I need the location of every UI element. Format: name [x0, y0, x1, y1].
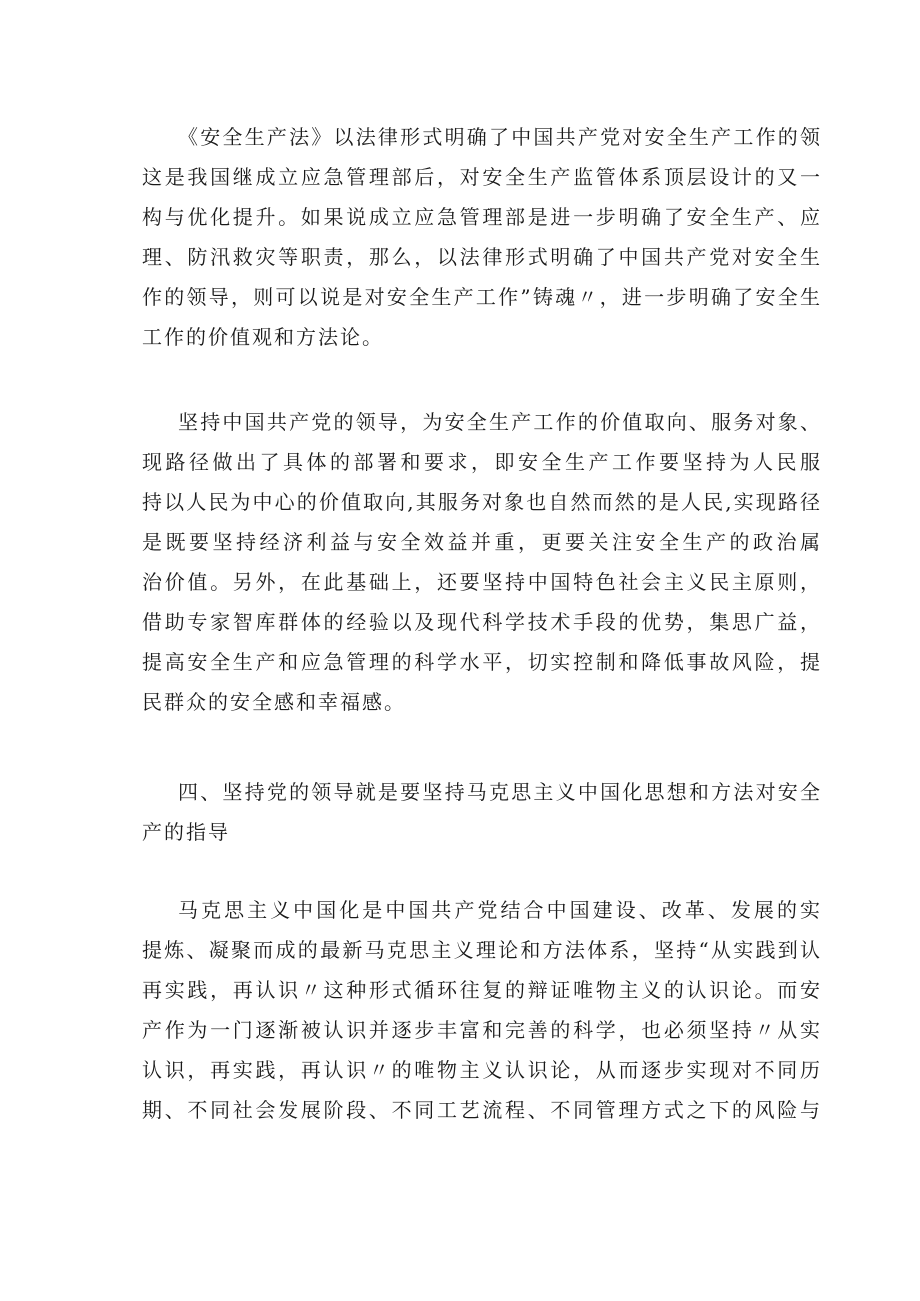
- text-line: 再实践，再认识〃这种形式循环往复的辩证唯物主义的认识论。而安: [142, 978, 822, 1002]
- paragraph-1: [142, 117, 822, 357]
- paragraph-2: [142, 402, 822, 722]
- paragraph-4: [142, 890, 822, 1130]
- section-heading-line: 四、坚持党的领导就是要坚持马克思主义中国化思想和方法对安全: [178, 780, 822, 804]
- text-line: 现路径做出了具体的部署和要求，即安全生产工作要坚持为人民服: [142, 450, 822, 474]
- text-line: 期、不同社会发展阶段、不同工艺流程、不同管理方式之下的风险与: [142, 1098, 822, 1122]
- section-heading-line: 产的指导: [142, 820, 230, 844]
- text-line: 产作为一门逐渐被认识并逐步丰富和完善的科学，也必须坚持〃从实: [142, 1018, 822, 1042]
- text-line: 持以人民为中心的价值取向,其服务对象也自然而然的是人民,实现路径: [142, 490, 822, 514]
- text-line: 这是我国继成立应急管理部后，对安全生产监管体系顶层设计的又一: [142, 165, 822, 189]
- text-line: 马克思主义中国化是中国共产党结合中国建设、改革、发展的实: [178, 898, 822, 922]
- text-line: 治价值。另外，在此基础上，还要坚持中国特色社会主义民主原则，: [142, 570, 822, 594]
- text-line: 认识，再实践，再认识〃的唯物主义认识论，从而逐步实现对不同历: [142, 1058, 822, 1082]
- text-line: 理、防汛救灾等职责，那么，以法律形式明确了中国共产党对安全生: [142, 245, 822, 269]
- text-line: 提高安全生产和应急管理的科学水平，切实控制和降低事故风险，提: [142, 650, 822, 674]
- text-line: 坚持中国共产党的领导，为安全生产工作的价值取向、服务对象、: [178, 410, 822, 434]
- text-line: 借助专家智库群体的经验以及现代科学技术手段的优势，集思广益，: [142, 610, 822, 634]
- text-line: 作的领导，则可以说是对安全生产工作”铸魂〃，进一步明确了安全生: [142, 285, 822, 309]
- text-line: 构与优化提升。如果说成立应急管理部是进一步明确了安全生产、应: [142, 205, 822, 229]
- text-line: 提炼、凝聚而成的最新马克思主义理论和方法体系，坚持“从实践到认: [142, 938, 822, 962]
- paragraph-3-heading: [142, 772, 822, 852]
- text-line: 民群众的安全感和幸福感。: [142, 690, 406, 714]
- text-line: 工作的价值观和方法论。: [142, 325, 384, 349]
- text-line: 《安全生产法》以法律形式明确了中国共产党对安全生产工作的领: [178, 125, 822, 149]
- text-line: 是既要坚持经济利益与安全效益并重，更要关注安全生产的政治属: [142, 530, 822, 554]
